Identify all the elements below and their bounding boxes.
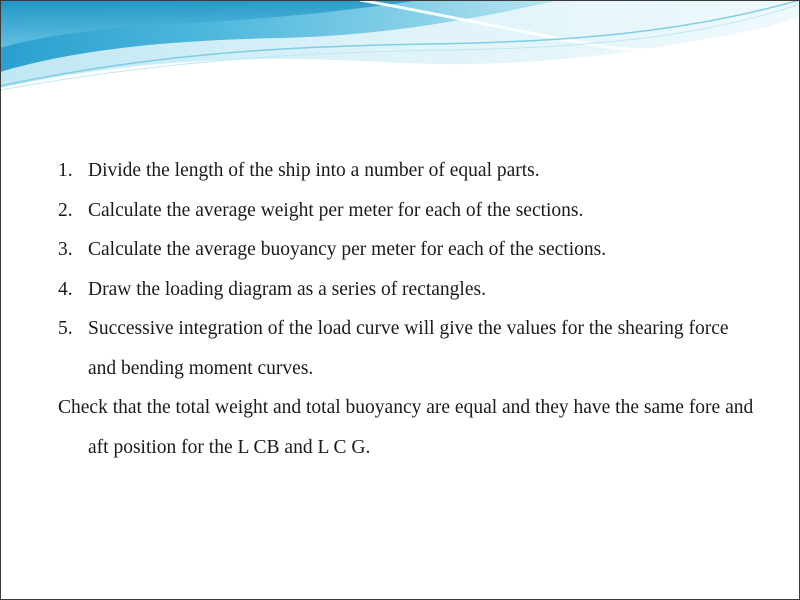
step-item-3 [58, 230, 758, 270]
check-note: Check that the total weight and total buoyancy are equal and they have the same fore and aft position for the L CB and L C G. [58, 397, 754, 458]
slide-content [58, 151, 758, 467]
step-item-4 [58, 270, 758, 310]
step-text: Draw the loading diagram as a series of rectangles. [88, 278, 486, 300]
step-text: Divide the length of the ship into a number of equal parts. [88, 160, 540, 181]
step-number: 1. [58, 160, 73, 181]
step-text: Successive integration of the load curve will give the values for the shearing force and bending moment curves. [88, 318, 729, 379]
step-number: 5. [58, 318, 73, 339]
header-wave-decoration [0, 0, 800, 110]
step-item-1 [58, 151, 758, 191]
step-text: Calculate the average buoyancy per meter for each of the sections. [88, 239, 607, 260]
step-item-2 [58, 191, 758, 231]
step-number: 3. [58, 239, 73, 260]
step-number: 4. [58, 278, 73, 300]
step-text: Calculate the average weight per meter for each of the sections. [88, 199, 584, 221]
step-item-5 [58, 309, 758, 388]
step-number: 2. [58, 199, 73, 221]
